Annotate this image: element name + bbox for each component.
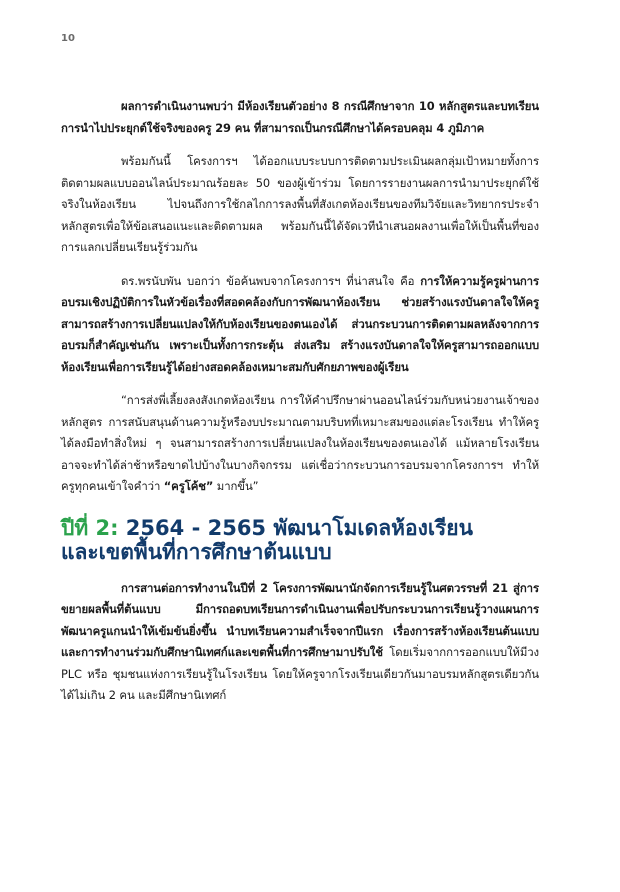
paragraph-quote (61, 390, 539, 498)
page-number: 10 (61, 33, 75, 44)
paragraph-year-2 (61, 578, 539, 707)
findings-lead-text: ดร.พรนับพัน บอกว่า ข้อค้นพบจากโครงการฯ ที่น่าสนใจ คือ (121, 273, 421, 288)
section-year-label: ปีที่ 2: (61, 515, 119, 540)
paragraph-findings (61, 271, 539, 379)
paragraph-tracking-system: พร้อมกันนี้ โครงการฯ ได้ออกแบบระบบการติดตามประเมินผลกลุ่มเป้าหมายทั้งการติดตามผลแบบออนไลน์ประมาณร้อยละ 50 ของผู้เข้าร่วม โดยการรายงานผลการนำมาประยุกต์ใช้จริงในห้องเรียน ไปจนถึงการใช้กลไกการลงพื้นที่สังเกตห้องเรียนของทีมวิจัยและวิทยากรประจำหลักสูตรเพื่อให้ข้อเสนอแนะและติดตามผล พร้อมกันนี้ได้จัดเวทีนำเสนอผลงานเพื่อให้เป็นพื้นที่ของการแลกเปลี่ยนเรียนรู้ร่วมกัน (61, 154, 539, 254)
section-heading-line-1 (61, 516, 539, 540)
page-content (61, 96, 539, 719)
quote-tail-text: มากขึ้น” (213, 479, 259, 493)
quote-bold-term: “ครูโค้ช” (163, 479, 214, 493)
section-title-line-2: และเขตพื้นที่การศึกษาต้นแบบ (61, 539, 332, 564)
section-title-line-1: 2564 - 2565 พัฒนาโมเดลห้องเรียน (118, 515, 473, 540)
findings-bold-text: การให้ความรู้ครูผ่านการอบรมเชิงปฏิบัติการในหัวข้อเรื่องที่สอดคล้องกับการพัฒนาห้องเรียน ช่วยสร้างแรงบันดาลใจให้ครูสามารถสร้างการเปลี่ยนแปลงให้กับห้องเรียนของตนเองได้ ส่วนกระบวนการติดตามผลหลังจากการอบรมก็สำคัญเช่นกัน เพราะเป็นทั้งการกระตุ้น ส่งเสริม สร้างแรงบันดาลใจให้ครูสามารถออกแบบห้องเรียนเพื่อการเรียนรู้ได้อย่างสอดคล้องเหมาะสมกับศักยภาพของผู้เรียน (61, 273, 539, 374)
year-2-bold-text: การสานต่อการทำงานในปีที่ 2 โครงการพัฒนานักจัดการเรียนรู้ในศตวรรษที่ 21 สู่การขยายผลพื้นที่ต้นแบบ มีการถอดบทเรียนการดำเนินงานเพื่อปรับกระบวนการเรียนรู้วางแผนการพัฒนาครูแกนนำให้เข้มข้นยิ่งขึ้น นำบทเรียนความสำเร็จจากปีแรก เรื่องการสร้างห้องเรียนต้นแบบและการทำงานร่วมกับศึกษานิเทศก์และเขตพื้นที่การศึกษามาปรับใช้ (61, 580, 539, 659)
quote-lead-text: “การส่งพี่เลี้ยงลงสังเกตห้องเรียน การให้คำปรึกษาผ่านออนไลน์ร่วมกับหน่วยงานเจ้าของหลักสูตร การสนับสนุนด้านความรู้หรืองบประมาณตามบริบทที่เหมาะสมของแต่ละโรงเรียน ทำให้ครูได้ลงมือทำสิ่งใหม่ ๆ จนสามารถสร้างการเปลี่ยนแปลงในห้องเรียนของตนเองได้ แม้หลายโรงเรียนอาจจะทำได้ล่าช้าหรือขาดไปบ้างในบางกิจกรรม แต่เชื่อว่ากระบวนการอบรมจากโครงการฯ ทำให้ครูทุกคนเข้าใจคำว่า (61, 393, 539, 493)
section-heading-year-2 (61, 516, 539, 564)
year-2-tail-text: โดยเริ่มจากการออกแบบให้มีวง PLC หรือ ชุมชนแห่งการเรียนรู้ในโรงเรียน โดยให้ครูจากโรงเรียนเดียวกันมาอบรมหลักสูตรเดียวกันได้ไม่เกิน 2 คน และมีศึกษานิเทศก์ (61, 645, 539, 702)
paragraph-results: ผลการดำเนินงานพบว่า มีห้องเรียนตัวอย่าง 8 กรณีศึกษาจาก 10 หลักสูตรและบทเรียนการนำไปประยุกต์ใช้จริงของครู 29 คน ที่สามารถเป็นกรณีศึกษาได้ครอบคลุม 4 ภูมิภาค (61, 99, 539, 135)
